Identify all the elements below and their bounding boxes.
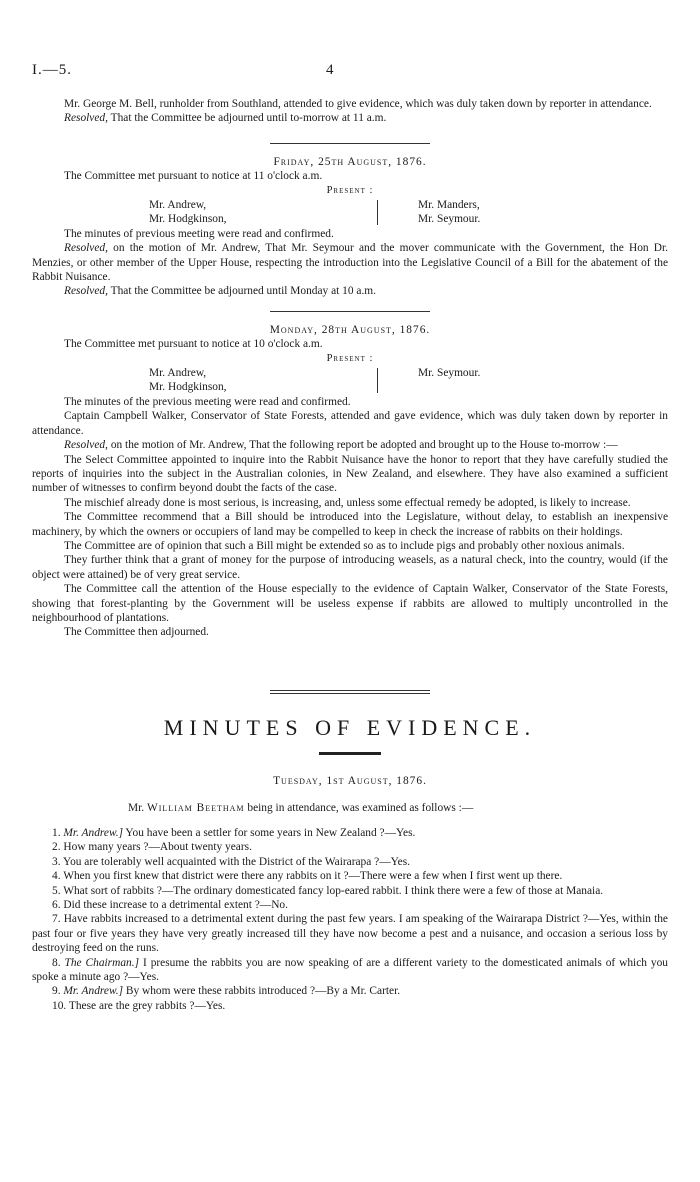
question-number: 9. [52, 985, 61, 998]
member-column-divider [377, 200, 378, 225]
heading-underline [319, 752, 381, 755]
question-number: 5. [52, 884, 61, 897]
resolved-italic: Resolved, [64, 112, 108, 125]
qa-item [32, 869, 668, 883]
question-number: 4. [52, 870, 61, 883]
qa-item [32, 826, 668, 840]
qa-item [32, 884, 668, 898]
member-name: Mr. Andrew, [149, 199, 207, 212]
qa-text: You are tolerably well acquainted with the District of the Wairarapa ?—Yes. [62, 855, 411, 868]
report-paragraph: They further think that a grant of money for the purpose of introducing weasels, as a natural check, into the country, would (if the object were attained) be of very great service. [32, 554, 668, 581]
document-body [32, 97, 668, 1013]
speaker-name: Mr. Andrew.] [63, 985, 123, 998]
qa-item [32, 984, 668, 998]
monday-met-notice: The Committee met pursuant to notice at 10 o'clock a.m. [64, 338, 323, 351]
question-number: 2. [52, 841, 61, 854]
question-number: 3. [52, 855, 61, 868]
report-paragraph: The Select Committee appointed to inquire into the Rabbit Nuisance have the honor to report that they have carefully studied the reports of inquiries into the subject in the Australian colonies, in New Zealand, and elsewhere. They have also examined a sufficient number of witnesses to confirm beyond doubt the facts of the case. [32, 453, 668, 495]
qa-item [32, 956, 668, 985]
member-name: Mr. Andrew, [149, 367, 207, 380]
qa-item [32, 855, 668, 869]
friday-met-notice: The Committee met pursuant to notice at 11 o'clock a.m. [64, 170, 323, 183]
friday-date: Friday, 25th August, 1876. [273, 155, 427, 168]
resolved-italic: Resolved, [64, 439, 108, 452]
qa-text: I presume the rabbits you are now speaking of are a different variety to the domesticated animals of which you spoke a minute ago ?—Yes. [32, 956, 669, 984]
friday-members [32, 198, 668, 227]
minutes-of-evidence-heading: MINUTES OF EVIDENCE. [163, 714, 537, 740]
friday-resolution-2 [32, 284, 668, 298]
question-number: 6. [52, 899, 61, 912]
qa-item [32, 999, 668, 1013]
monday-members [32, 366, 668, 395]
monday-present-label: Present : [326, 352, 374, 364]
monday-minutes: The minutes of the previous meeting were read and confirmed. [64, 395, 351, 408]
friday-minutes: The minutes of previous meeting were read and confirmed. [64, 227, 334, 240]
report-paragraph: The Committee are of opinion that such a Bill might be extended so as to include pigs and probably other noxious animals. [64, 539, 625, 552]
resolved-italic: Resolved, [64, 242, 108, 255]
report-paragraph: The Committee call the attention of the House especially to the evidence of Captain Walker, Conservator of the State Forests, showing that forest-planting by the Government will be useless expense if rabbits are allowed to multiply uncontrolled in the neighbourhood of plantations. [32, 583, 668, 624]
resolution-text: on the motion of Mr. Andrew, That the following report be adopted and brought up to the House to-morrow :— [107, 439, 618, 452]
witness-suffix: being in attendance, was examined as follows :— [244, 801, 474, 814]
evidence-date: Tuesday, 1st August, 1876. [273, 775, 427, 788]
witness-prefix: Mr. [128, 801, 147, 814]
qa-text: Did these increase to a detrimental extent ?—No. [63, 899, 288, 912]
question-number: 1. [52, 827, 61, 839]
qa-text: When you first knew that district were there any rabbits on it ?—There were a few when I first went up there. [63, 870, 563, 883]
section-divider [270, 143, 430, 144]
qa-text: By whom were these rabbits introduced ?—By a Mr. Carter. [123, 985, 401, 998]
qa-item [32, 840, 668, 854]
qa-item [32, 912, 668, 955]
double-rule-bottom [270, 693, 430, 694]
member-name: Mr. Hodgkinson, [149, 381, 227, 394]
witness-line [32, 801, 668, 815]
member-name: Mr. Manders, [418, 199, 480, 212]
qa-text: These are the grey rabbits ?—Yes. [68, 999, 226, 1012]
report-paragraph: The mischief already done is most serious, is increasing, and, unless some effectual remedy be adopted, is likely to increase. [64, 496, 631, 509]
qa-text: Have rabbits increased to a detrimental extent during the past few years. I am speaking of the Wairarapa District ?—Yes, within the past four or five years they have very greatly increased till they have now become a pest and a nuisance, and occasion a serious loss by destroying feed on the runs. [32, 913, 668, 955]
question-number: 7. [52, 913, 61, 926]
member-column-divider [377, 368, 378, 393]
walker-evidence: Captain Campbell Walker, Conservator of State Forests, attended and gave evidence, which was duly taken down by reporter in attendance. [32, 410, 668, 437]
friday-present-label: Present : [326, 184, 374, 196]
question-number: 10. [52, 999, 67, 1012]
report-paragraph: The Committee recommend that a Bill should be introduced into the Legislature, without delay, to establish an inexpensive machinery, by which the owners or occupiers of land may be compelled to keep in check the increase of rabbits on their holdings. [32, 511, 668, 538]
qa-text: How many years ?—About twenty years. [63, 841, 252, 854]
resolution-text: That the Committee be adjourned until to-morrow at 11 a.m. [107, 112, 387, 125]
page-number: 4 [326, 62, 334, 78]
qa-item [32, 898, 668, 912]
monday-date: Monday, 28th August, 1876. [269, 323, 431, 336]
resolution-text: on the motion of Mr. Andrew, That Mr. Seymour and the mover communicate with the Government, the Hon Dr. Menzies, or other member of the Upper House, respecting the introduction into the Legislative Council of a Bill for the abatement of the Rabbit Nuisance. [32, 242, 668, 284]
friday-resolution-1 [32, 241, 668, 284]
witness-name: William Beetham [147, 801, 245, 814]
member-name: Mr. Hodgkinson, [149, 213, 227, 226]
question-number: 8. [52, 956, 61, 969]
double-rule-top [270, 690, 430, 691]
resolved-italic: Resolved, [64, 285, 108, 298]
resolution-text: That the Committee be adjourned until Monday at 10 a.m. [107, 285, 377, 298]
bell-evidence-paragraph: Mr. George M. Bell, runholder from Southland, attended to give evidence, which was duly taken down by reporter in attendance. [64, 98, 652, 110]
qa-list [32, 826, 668, 1013]
speaker-name: Mr. Andrew.] [63, 827, 123, 839]
section-divider [270, 311, 430, 312]
qa-text: You have been a settler for some years in New Zealand ?—Yes. [123, 827, 416, 839]
document-reference: I.—5. [32, 62, 72, 78]
adjourn-resolution [32, 111, 668, 125]
report-resolution [32, 438, 668, 452]
speaker-name: The Chairman.] [64, 956, 140, 969]
member-name: Mr. Seymour. [418, 367, 481, 380]
member-name: Mr. Seymour. [418, 213, 481, 226]
adjourned-note: The Committee then adjourned. [64, 626, 209, 639]
qa-text: What sort of rabbits ?—The ordinary domesticated fancy lop-eared rabbit. I think there were a few of those at Manaia. [63, 884, 604, 897]
